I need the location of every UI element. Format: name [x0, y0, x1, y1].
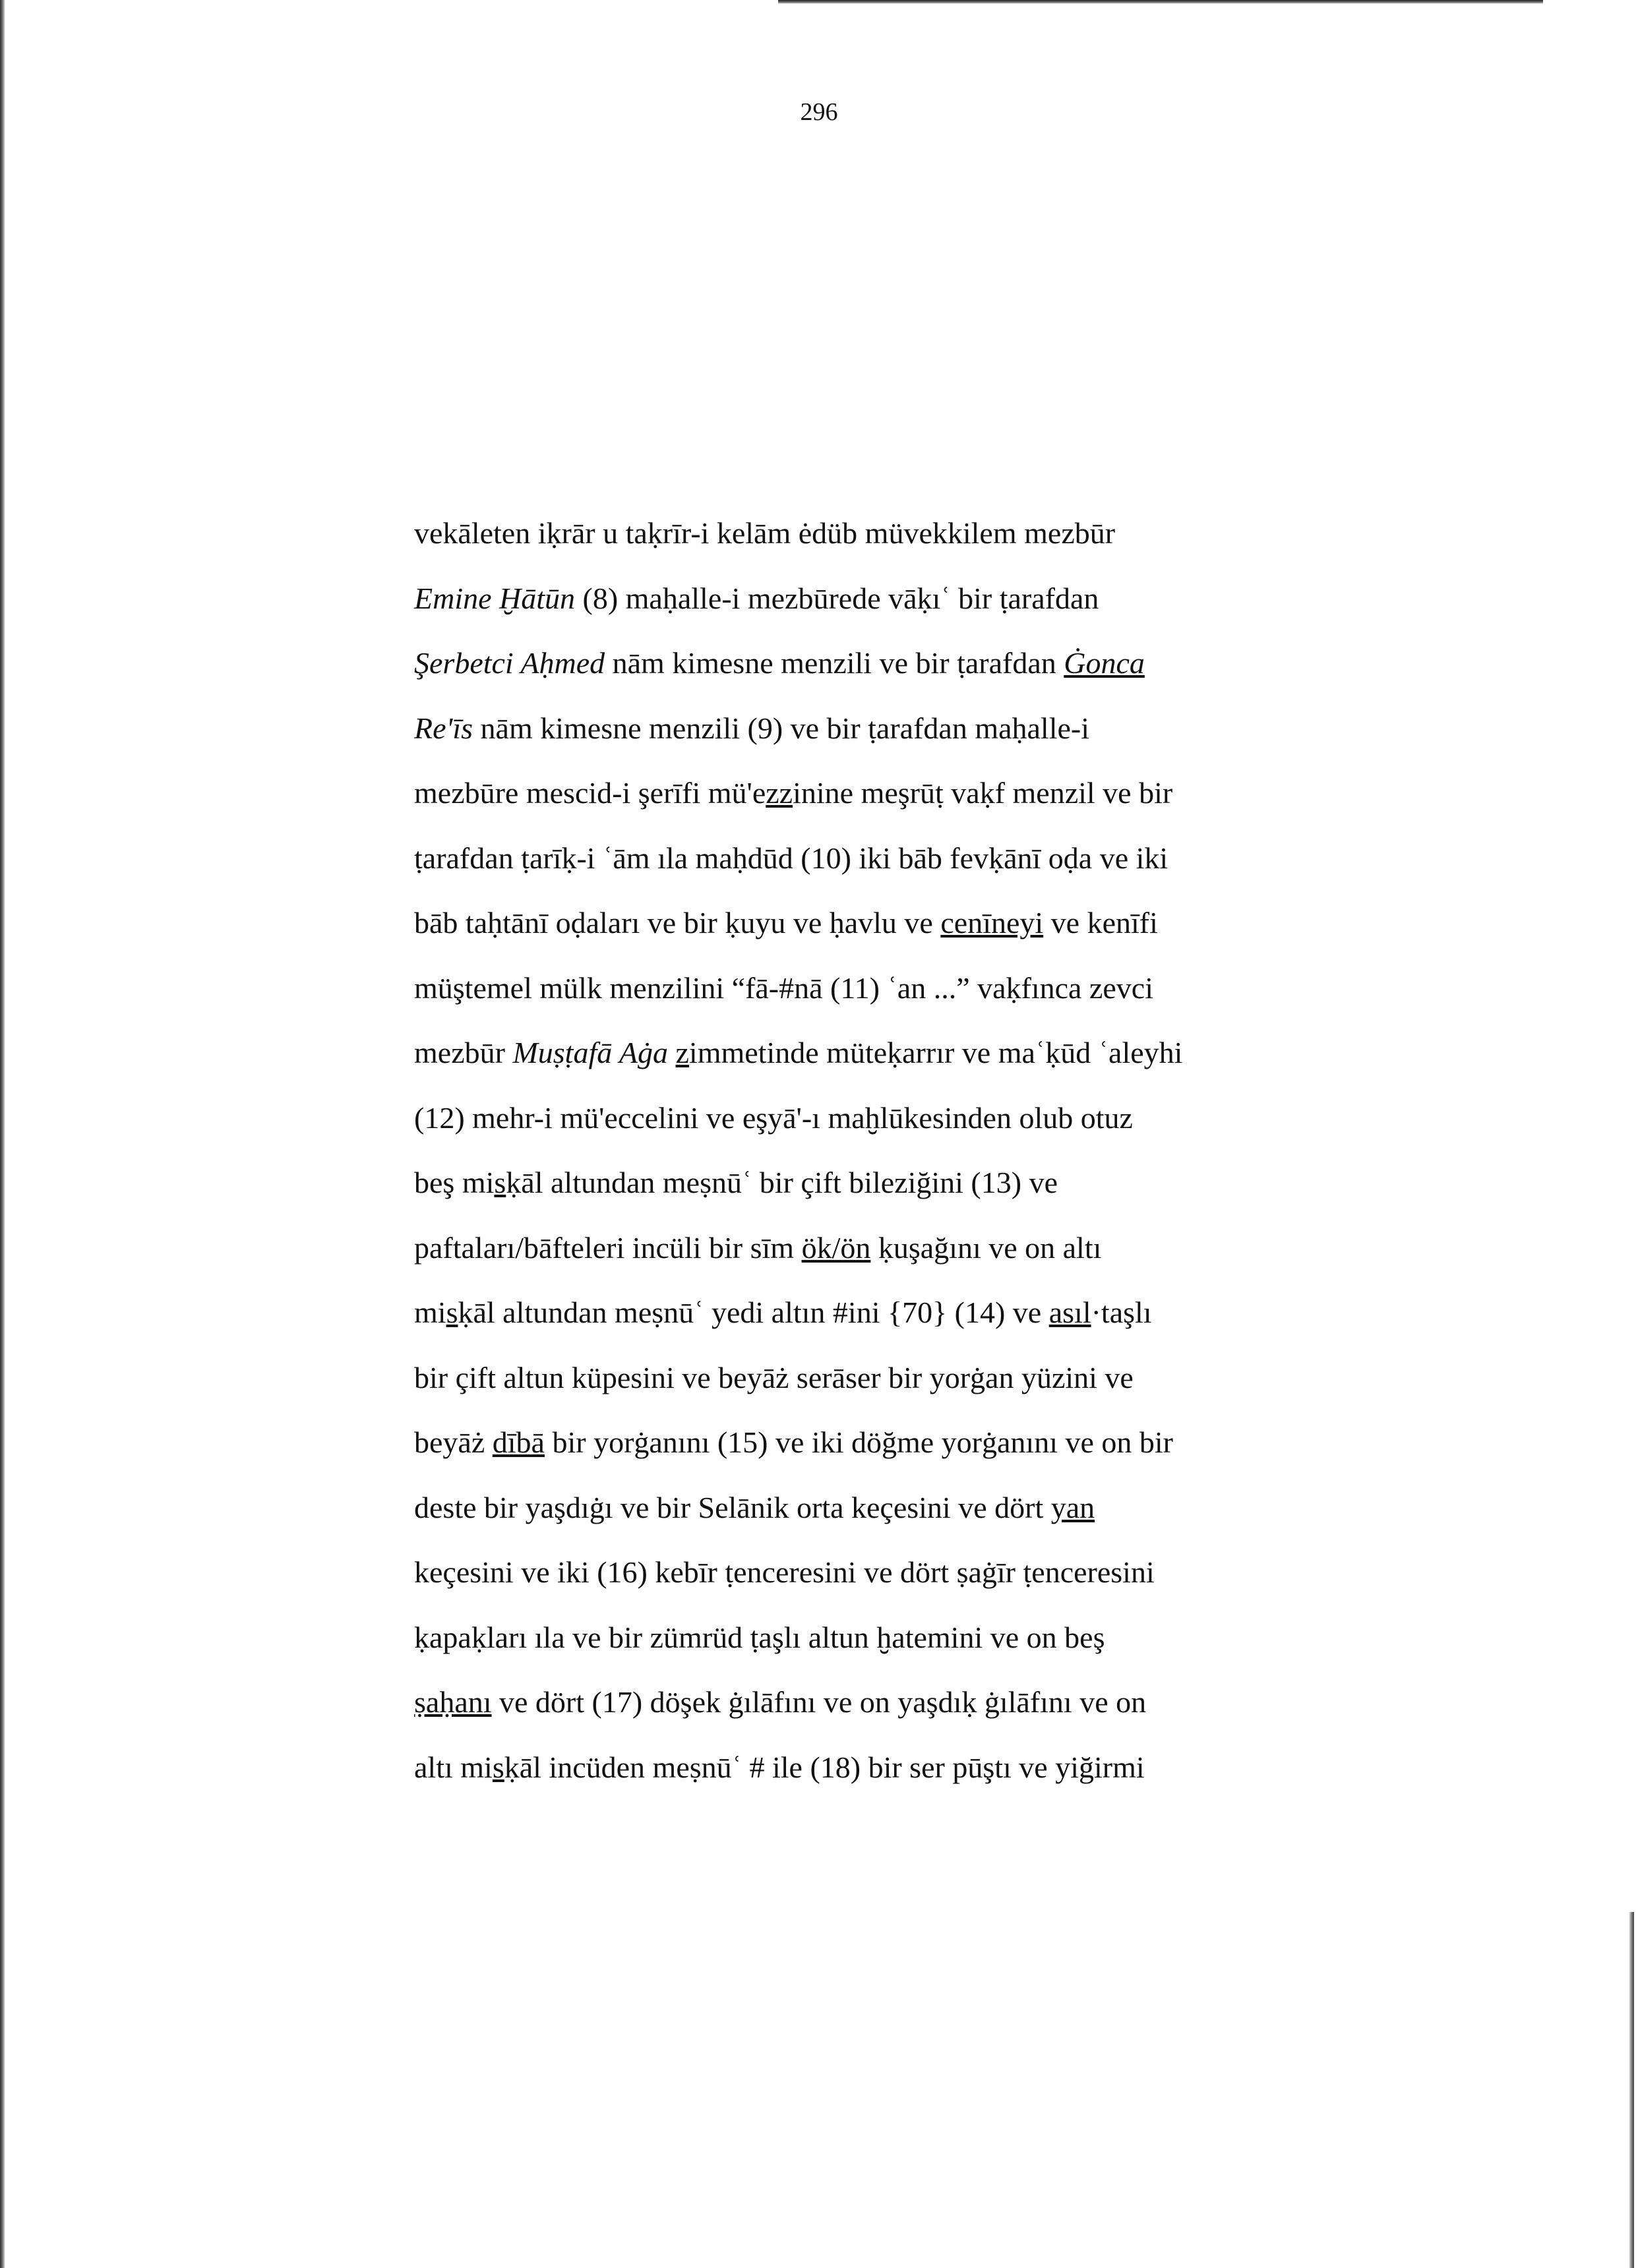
italic-name: Ġonca — [1064, 646, 1145, 680]
transcription-body — [414, 501, 1285, 1800]
text-segment: nām kimesne menzili (9) ve bir ṭarafdan maḥalle-i — [473, 711, 1090, 745]
underlined-term: zz — [766, 776, 793, 810]
text-segment — [668, 1036, 676, 1069]
scan-edge-top — [778, 0, 1543, 4]
text-segment: müştemel mülk menzilini “fā-#nā (11) ʿan ...” vaḳfınca zevci — [414, 970, 1154, 1005]
text-segment: beş mi — [414, 1166, 495, 1199]
text-segment: vekāleten iḳrār u taḳrīr-i kelām ėdüb müvekkilem mezbūr — [414, 516, 1116, 550]
text-segment: altı mi — [414, 1750, 493, 1784]
text-line — [414, 1410, 1285, 1476]
scan-edge-right — [1629, 1912, 1634, 2268]
text-segment: (12) mehr-i mü'eccelini ve eşyā'-ı maḫlūkesinden olub otuz — [414, 1100, 1133, 1135]
italic-name: Şerbetci Aḥmed — [414, 646, 605, 680]
text-segment: deste bir yaşdıġı ve bir Selānik orta keçesini ve dört — [414, 1490, 1051, 1524]
text-segment: bir yorġanını (15) ve iki döğme yorġanını ve on bir — [544, 1425, 1173, 1459]
text-segment: ṭarafdan ṭarīḳ-i ʿām ıla maḥdūd (10) iki bāb fevḳānī oḍa ve iki — [414, 841, 1168, 875]
underlined-term: z — [675, 1036, 689, 1069]
underlined-term: s — [492, 1750, 504, 1784]
text-segment: mezbūr — [414, 1036, 513, 1069]
underlined-term: ṣaḥanı — [414, 1685, 492, 1719]
text-segment: paftaları/bāfteleri incüli bir sīm — [414, 1230, 802, 1265]
text-line — [414, 1086, 1285, 1151]
text-line — [414, 1670, 1285, 1735]
text-segment: mi — [414, 1296, 446, 1329]
text-line — [414, 1280, 1285, 1346]
text-segment: nām kimesne menzili ve bir ṭarafdan — [605, 646, 1064, 680]
italic-name: Muṣṭafā Aġa — [512, 1036, 668, 1069]
text-line — [414, 761, 1285, 826]
italic-name: Emine Ḫātūn — [414, 581, 576, 615]
text-line — [414, 696, 1285, 761]
text-line — [414, 1735, 1285, 1801]
underlined-term: s — [446, 1296, 458, 1329]
text-line — [414, 566, 1285, 632]
text-segment: ve kenīfi — [1043, 906, 1158, 940]
underlined-term: asıl — [1048, 1296, 1091, 1329]
text-line — [414, 1150, 1285, 1216]
scan-edge-left — [0, 0, 5, 2268]
underlined-term: ök/ön — [801, 1230, 871, 1265]
text-segment: ḳāl altundan meṣnūʿ yedi altın #ini {70} (14) ve — [458, 1296, 1049, 1329]
text-segment: keçesini ve iki (16) kebīr ṭenceresini ve dört ṣaġīr ṭenceresini — [414, 1555, 1155, 1589]
underlined-term: yan — [1050, 1490, 1095, 1524]
text-line — [414, 956, 1285, 1021]
text-segment: ḳapaḳları ıla ve bir zümrüd ṭaşlı altun ḫatemini ve on beş — [414, 1620, 1105, 1654]
page-number: 296 — [800, 98, 838, 126]
text-line — [414, 1346, 1285, 1411]
underlined-term: cenīneyi — [940, 906, 1044, 940]
text-segment: ḳuşağını ve on altı — [870, 1230, 1102, 1265]
text-line — [414, 501, 1285, 566]
text-segment: inine meşrūṭ vaḳf menzil ve bir — [793, 776, 1173, 810]
text-line — [414, 826, 1285, 891]
text-segment: bir çift altun küpesini ve beyāż serāser bir yorġan yüzini ve — [414, 1360, 1134, 1394]
text-line — [414, 1216, 1285, 1281]
underlined-term: dībā — [492, 1425, 545, 1459]
text-segment: ḳāl incüden meṣnūʿ # ile (18) bir ser pūştı ve yiğirmi — [504, 1750, 1145, 1784]
text-line — [414, 631, 1285, 696]
text-segment: bāb taḥtānī oḍaları ve bir ḳuyu ve ḥavlu ve — [414, 906, 941, 940]
text-line — [414, 1476, 1285, 1541]
text-line — [414, 1021, 1285, 1086]
text-segment: mezbūre mescid-i şerīfi mü'e — [414, 776, 766, 810]
text-segment: beyāż — [414, 1425, 493, 1459]
text-line — [414, 891, 1285, 956]
underlined-term: s — [494, 1166, 506, 1199]
text-segment: ḳāl altundan meṣnūʿ bir çift bileziğini (13) ve — [506, 1166, 1058, 1199]
text-line — [414, 1540, 1285, 1605]
text-segment: (8) maḥalle-i mezbūrede vāḳıʿ bir ṭarafdan — [575, 581, 1099, 615]
text-line — [414, 1605, 1285, 1671]
italic-name: Re'īs — [414, 711, 473, 745]
text-segment: ve dört (17) döşek ġılāfını ve on yaşdıḳ ġılāfını ve on — [491, 1685, 1147, 1719]
text-segment: immetinde müteḳarrır ve maʿḳūd ʿaleyhi — [688, 1036, 1183, 1069]
text-segment: ·taşlı — [1091, 1296, 1152, 1329]
